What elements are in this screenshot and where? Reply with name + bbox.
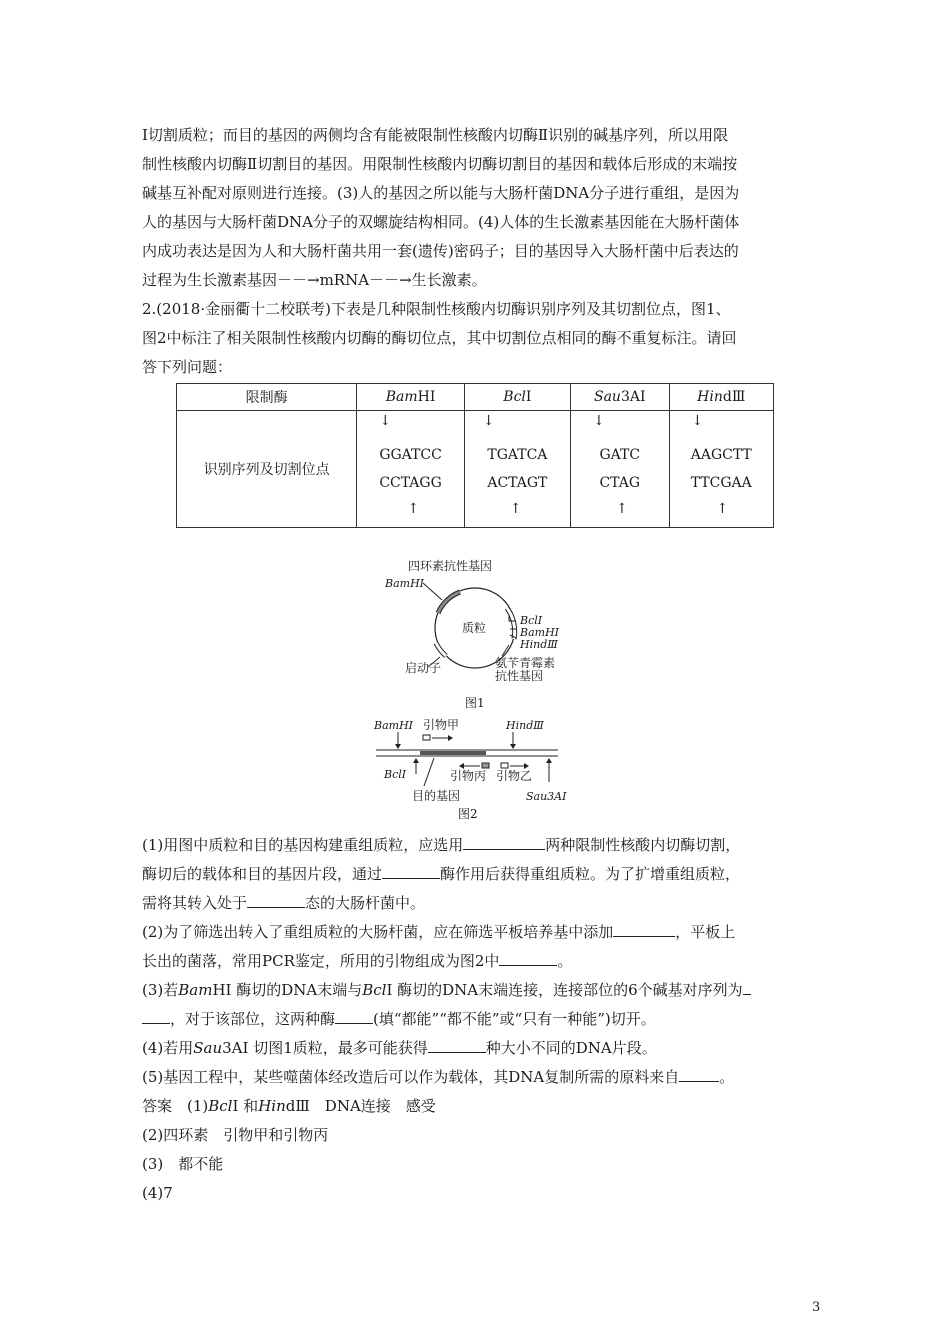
- fig2-target-gene-label: 目的基因: [412, 789, 461, 803]
- fig2-primer-a-label: 引物甲: [423, 718, 460, 732]
- answer-blank[interactable]: [743, 980, 751, 995]
- question-4-line: (4)若用Sau3AⅠ 切图1质粒，最多可能获得 种大小不同的DNA片段。: [142, 1039, 657, 1057]
- target-gene-bar: [420, 751, 486, 755]
- question-2-line-2: 图2中标注了相关限制性核酸内切酶的酶切位点，其中切割位点相同的酶不重复标注。请回: [142, 329, 737, 347]
- promoter-label: 启动子: [405, 661, 442, 675]
- enzyme-name-cell: BclⅠ: [464, 384, 570, 411]
- answer-blank[interactable]: [335, 1009, 373, 1024]
- tetracycline-gene-label: 四环素抗性基因: [408, 559, 493, 573]
- question-3-line-2: ，对于该部位，这两种酶 (填“都能”“都不能”或“只有一种能”)切开。: [142, 1005, 810, 1034]
- answer-blank[interactable]: [142, 1009, 170, 1024]
- table-header-cell: 限制酶: [177, 384, 357, 411]
- hind3-label: HindⅢ: [520, 638, 558, 651]
- figure-1-caption: 图1: [465, 696, 485, 710]
- enzyme-table: [176, 383, 774, 528]
- ampicillin-label-line-1: 氨苄青霉素: [495, 656, 556, 670]
- bamh1-label: BamHⅠ: [385, 577, 425, 590]
- intro-line-1: Ⅰ切割质粒；而目的基因的两侧均含有能被限制性核酸内切酶Ⅱ识别的碱基序列，所以用限: [142, 126, 729, 144]
- answer-blank[interactable]: [247, 893, 305, 908]
- intro-line-4: 人的基因与大肠杆菌DNA分子的双螺旋结构相同。(4)人体的生长激素基因能在大肠杆菌体: [142, 213, 740, 231]
- question-1-line-1: (1)用图中质粒和目的基因构建重组质粒，应选用 两种限制性核酸内切酶切割，: [142, 836, 741, 854]
- fig2-bcl1-label: BclⅠ: [384, 768, 407, 781]
- figure-2-caption: 图2: [458, 807, 478, 821]
- bcl1-label: BclⅠ: [520, 614, 543, 627]
- question-5-line: (5)基因工程中，某些噬菌体经改造后可以作为载体，其DNA复制所需的原料来自 。: [142, 1068, 735, 1086]
- fig2-sau3a-label: Sau3AⅠ: [526, 790, 567, 803]
- fig2-primer-c-label: 引物丙: [450, 769, 487, 783]
- question-1-line-2: 酶切后的载体和目的基因片段，通过 酶作用后获得重组质粒。为了扩增重组质粒，: [142, 865, 741, 883]
- answer-blank[interactable]: [499, 951, 557, 966]
- plasmid-label: 质粒: [462, 621, 487, 635]
- fig2-hind3-label: HindⅢ: [506, 719, 544, 732]
- intro-line-2: 制性核酸内切酶Ⅱ切割目的基因。用限制性核酸内切酶切割目的基因和载体后形成的末端按: [142, 155, 738, 173]
- answer-blank[interactable]: [463, 835, 545, 850]
- enzyme-name-cell: HindⅢ: [669, 384, 773, 411]
- primer-c-box: [482, 763, 489, 768]
- question-2-line-3: 答下列问题：: [142, 358, 233, 376]
- question-3-line-1: (3)若BamHⅠ 酶切的DNA末端与BclⅠ 酶切的DNA末端连接，连接部位的6个碱基对序列为: [142, 976, 810, 1005]
- answer-blank[interactable]: [613, 922, 675, 937]
- answer-line-4: (4)7: [142, 1184, 173, 1202]
- intro-line-5: 内成功表达是因为人和大肠杆菌共用一套(遗传)密码子；目的基因导入大肠杆菌中后表达的: [142, 242, 739, 260]
- primer-a-box: [423, 735, 430, 740]
- question-2-sub-line-1: (2)为了筛选出转入了重组质粒的大肠杆菌，应在筛选平板培养基中添加 ，平板上: [142, 923, 736, 941]
- sequence-cell: ↓ GATC CTAG ↑: [570, 411, 669, 528]
- answer-line-1: 答案 (1)BclⅠ 和HindⅢ DNA连接 感受: [142, 1097, 436, 1115]
- table-body-row: [177, 411, 774, 528]
- answer-line-2: (2)四环素 引物甲和引物丙: [142, 1126, 329, 1144]
- intro-line-6: 过程为生长激素基因－－→mRNA－－→生长激素。: [142, 271, 487, 289]
- figure-2-target-gene: [368, 714, 598, 824]
- ampicillin-label-line-2: 抗性基因: [495, 669, 544, 683]
- enzyme-name-cell: BamHⅠ: [357, 384, 464, 411]
- page-number: 3: [812, 1300, 821, 1315]
- question-1-line-3: 需将其转入处于 态的大肠杆菌中。: [142, 894, 426, 912]
- sequence-cell: ↓ GGATCC CCTAGG ↑: [357, 411, 464, 528]
- bamh1-site-pointer: [423, 583, 442, 600]
- answer-blank[interactable]: [679, 1067, 719, 1082]
- question-2-sub-line-2: 长出的菌落，常用PCR鉴定，所用的引物组成为图2中 。: [142, 952, 573, 970]
- table-header-row: [177, 384, 774, 411]
- fig2-bamh1-label: BamHⅠ: [374, 719, 414, 732]
- answer-line-3: (3) 都不能: [142, 1155, 224, 1173]
- figure-1-plasmid: [370, 555, 590, 715]
- answer-blank[interactable]: [428, 1038, 486, 1053]
- primer-b-box: [501, 763, 508, 768]
- tetracycline-gene-segment: [438, 592, 460, 613]
- fig2-primer-b-label: 引物乙: [496, 769, 533, 783]
- question-2-line-1: 2.(2018·金丽衢十二校联考)下表是几种限制性核酸内切酶识别序列及其切割位点，图1、: [142, 300, 731, 318]
- bamh1-b-label: BamHⅠ: [520, 626, 560, 639]
- sequence-cell: ↓ AAGCTT TTCGAA ↑: [669, 411, 773, 528]
- answer-blank[interactable]: [382, 864, 440, 879]
- enzyme-name-cell: Sau3AⅠ: [570, 384, 669, 411]
- intro-line-3: 碱基互补配对原则进行连接。(3)人的基因之所以能与大肠杆菌DNA分子进行重组，是因为: [142, 184, 740, 202]
- sequence-cell: ↓ TGATCA ACTAGT ↑: [464, 411, 570, 528]
- row-label-cell: 识别序列及切割位点: [177, 411, 357, 528]
